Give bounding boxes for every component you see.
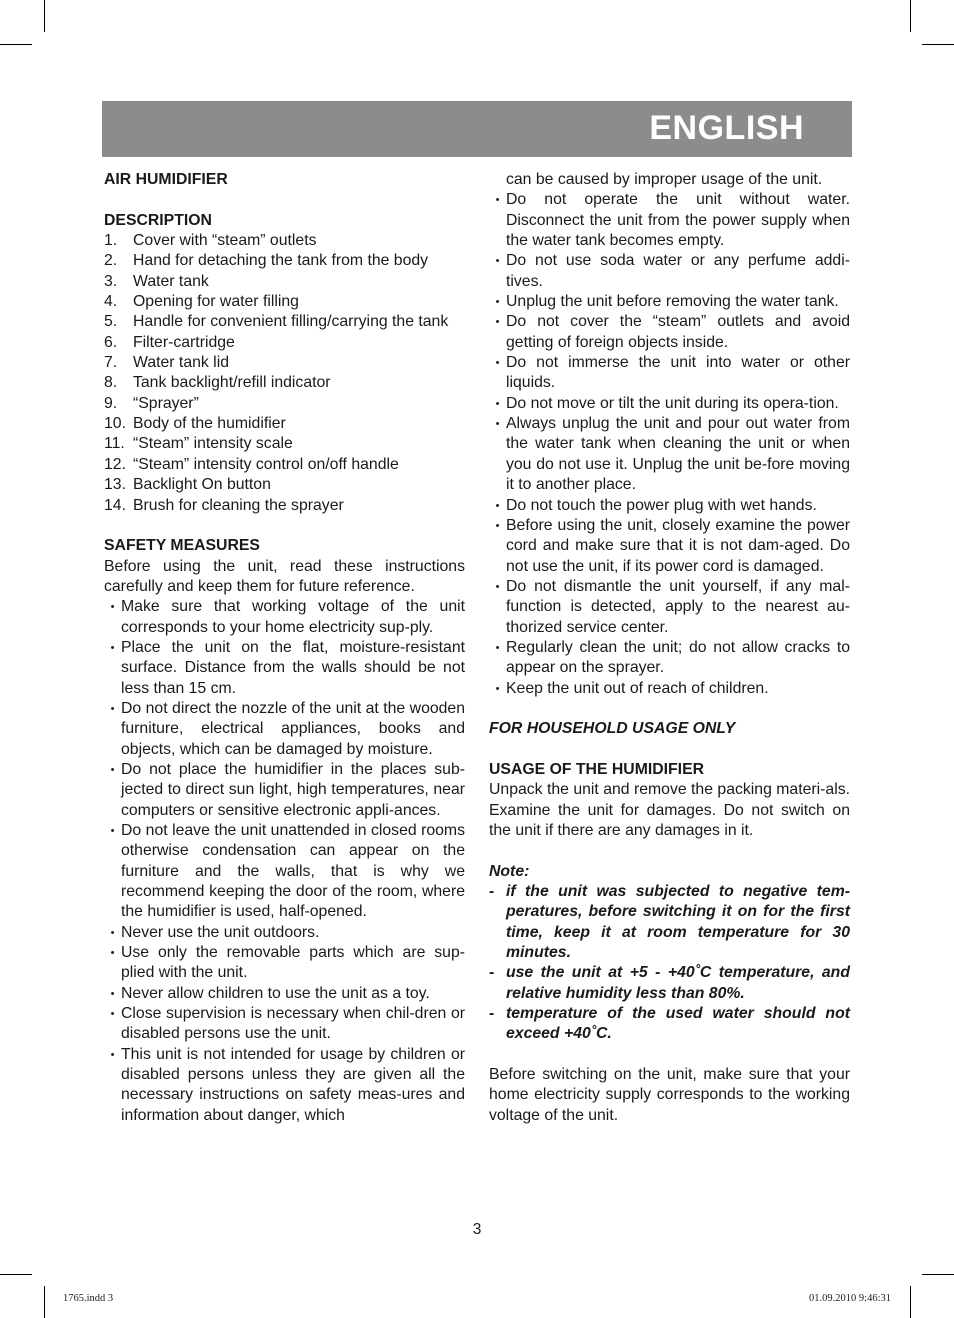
item-text: Cover with “steam” outlets — [133, 232, 317, 250]
language-header-bar — [102, 101, 852, 157]
safety-item — [489, 679, 850, 699]
bullet-icon: • — [495, 519, 500, 532]
description-item — [104, 333, 465, 353]
bullet-icon: • — [495, 641, 500, 654]
safety-item — [104, 1045, 465, 1126]
item-text: Tank backlight/refill indicator — [133, 374, 331, 392]
safety-item-text: Do not operate the unit without water. Disconnect the unit from the power supply when the water tank becomes empty. — [506, 191, 850, 250]
description-item — [104, 272, 465, 292]
item-text: Water tank — [133, 272, 209, 290]
safety-item-text: Always unplug the unit and pour out water from the water tank when cleaning the unit or when you do not use it. Unplug the unit be-fore moving it to another place. — [506, 415, 850, 494]
safety-item-text: Do not use soda water or any perfume addi-tives. — [506, 252, 850, 290]
bullet-icon: • — [495, 316, 500, 329]
safety-item-text: Use only the removable parts which are sup-plied with the unit. — [121, 944, 465, 982]
safety-item — [104, 638, 465, 699]
datetime-slug: 01.09.2010 9:46:31 — [809, 1293, 891, 1304]
safety-item-text: Make sure that working voltage of the unit corresponds to your home electricity sup-ply. — [121, 598, 465, 636]
bullet-icon: • — [495, 357, 500, 370]
item-number: 9. — [104, 394, 118, 412]
right-column — [489, 170, 850, 1126]
safety-item-text: Do not place the humidifier in the places sub-jected to direct sun light, high temperatures, near computers or sensitive electronic appli-ances. — [121, 760, 465, 819]
household-notice: FOR HOUSEHOLD USAGE ONLY — [489, 720, 736, 738]
file-slug: 1765.indd 3 — [63, 1293, 114, 1304]
bullet-icon: • — [110, 763, 115, 776]
note-item-text: use the unit at +5 - +40˚C temperature, and relative humidity less than 80%. — [506, 964, 850, 1002]
bullet-icon: • — [495, 255, 500, 268]
safety-item — [489, 394, 850, 414]
safety-item-text: Do not direct the nozzle of the unit at the wooden furniture, electrical appliances, books and objects, which can be damaged by moisture. — [121, 699, 465, 758]
safety-item-text: Place the unit on the flat, moisture-resistant surface. Distance from the walls should be not less than 15 cm. — [121, 638, 465, 697]
safety-heading: SAFETY MEASURES — [104, 537, 260, 555]
safety-item-text: Never allow children to use the unit as a toy. — [121, 984, 430, 1002]
bullet-icon: • — [110, 702, 115, 715]
item-number: 7. — [104, 354, 118, 372]
item-number: 3. — [104, 272, 118, 290]
item-text: Body of the humidifier — [133, 415, 286, 433]
bullet-icon: • — [495, 296, 500, 309]
safety-item-text: Never use the unit outdoors. — [121, 923, 320, 941]
note-heading: Note: — [489, 862, 530, 880]
note-item-text: temperature of the used water should not exceed +40˚C. — [506, 1005, 850, 1043]
description-item — [104, 292, 465, 312]
bullet-icon: • — [110, 1048, 115, 1061]
safety-item — [104, 760, 465, 821]
safety-item-text: Do not move or tilt the unit during its opera-tion. — [506, 394, 839, 412]
bullet-icon: • — [495, 499, 500, 512]
note-list — [489, 882, 850, 1045]
bullet-icon: • — [495, 418, 500, 431]
usage-text: Unpack the unit and remove the packing materi-als. Examine the unit for damages. Do not switch on the unit if there are any damages in it. — [489, 781, 850, 839]
safety-item — [489, 496, 850, 516]
safety-item-text: Do not cover the “steam” outlets and avoid getting of foreign objects inside. — [506, 313, 850, 351]
crop-mark — [922, 1274, 954, 1275]
item-text: Opening for water filling — [133, 293, 299, 311]
item-number: 13. — [104, 476, 126, 494]
item-text: “Sprayer” — [133, 394, 199, 412]
item-text: “Steam” intensity scale — [133, 435, 293, 453]
page-number: 3 — [472, 1221, 482, 1238]
description-item — [104, 455, 465, 475]
safety-item-text: Keep the unit out of reach of children. — [506, 679, 769, 697]
safety-item — [104, 597, 465, 638]
item-text: Hand for detaching the tank from the body — [133, 252, 429, 270]
safety-item-text: Do not leave the unit unattended in closed rooms otherwise condensation can appear on the furniture and the walls, that is why we recommend keeping the door of the room, where the humidifier is used, half-opened. — [121, 822, 465, 921]
crop-mark — [0, 1274, 32, 1275]
item-text: Backlight On button — [133, 476, 271, 494]
safety-item — [104, 821, 465, 923]
item-number: 4. — [104, 293, 118, 311]
safety-intro: Before using the unit, read these instructions carefully and keep them for future reference. — [104, 557, 465, 595]
safety-item — [489, 292, 850, 312]
item-number: 2. — [104, 252, 118, 270]
safety-item — [489, 312, 850, 353]
description-item — [104, 231, 465, 251]
description-item — [104, 475, 465, 495]
description-item — [104, 394, 465, 414]
crop-mark — [922, 44, 954, 45]
safety-item — [489, 251, 850, 292]
item-number: 8. — [104, 374, 118, 392]
description-item — [104, 312, 465, 332]
safety-item — [489, 577, 850, 638]
bullet-icon: • — [495, 580, 500, 593]
left-column — [104, 170, 465, 1126]
crop-mark — [910, 0, 911, 32]
crop-mark — [910, 1286, 911, 1318]
document-title: AIR HUMIDIFIER — [104, 171, 228, 188]
item-number: 5. — [104, 313, 118, 331]
item-number: 14. — [104, 496, 126, 514]
safety-item-text: Do not touch the power plug with wet hands. — [506, 496, 817, 514]
safety-item — [104, 943, 465, 984]
bullet-icon: • — [495, 682, 500, 695]
bullet-icon: • — [495, 397, 500, 410]
safety-item — [104, 984, 465, 1004]
safety-item-text: Close supervision is necessary when chil-dren or disabled persons use the unit. — [121, 1005, 465, 1043]
safety-item — [104, 1004, 465, 1045]
item-text: Water tank lid — [133, 354, 229, 372]
safety-item — [489, 414, 850, 495]
safety-item — [104, 699, 465, 760]
safety-item — [489, 516, 850, 577]
safety-item-text: This unit is not intended for usage by children or disabled persons unless they are given all the necessary instructions on safety meas-ures and information about danger, which — [121, 1045, 465, 1124]
note-item — [489, 963, 850, 1004]
dash-icon: - — [489, 1005, 495, 1023]
item-number: 12. — [104, 455, 126, 473]
description-item — [104, 373, 465, 393]
description-item — [104, 251, 465, 271]
bullet-icon: • — [110, 947, 115, 960]
description-item — [104, 434, 465, 454]
usage-heading: USAGE OF THE HUMIDIFIER — [489, 760, 705, 778]
item-text: Handle for convenient filling/carrying the tank — [133, 313, 449, 331]
safety-list-continued — [489, 190, 850, 699]
crop-mark — [44, 0, 45, 32]
description-heading: DESCRIPTION — [104, 211, 212, 229]
safety-item — [104, 923, 465, 943]
safety-list — [104, 597, 465, 1126]
dash-icon: - — [489, 883, 495, 901]
note-item — [489, 1004, 850, 1045]
item-number: 6. — [104, 333, 118, 351]
bullet-icon: • — [110, 987, 115, 1000]
item-number: 1. — [104, 232, 118, 250]
crop-mark — [44, 1286, 45, 1318]
bullet-icon: • — [495, 194, 500, 207]
bullet-icon: • — [110, 601, 115, 614]
safety-continuation: can be caused by improper usage of the unit. — [506, 171, 823, 188]
safety-item-text: Do not dismantle the unit yourself, if any mal-function is detected, apply to the nearest au-thorized service center. — [506, 577, 850, 636]
bullet-icon: • — [110, 1008, 115, 1021]
safety-item-text: Regularly clean the unit; do not allow cracks to appear on the sprayer. — [506, 638, 850, 677]
description-item — [104, 414, 465, 434]
item-number: 10. — [104, 415, 126, 433]
safety-item-text: Do not immerse the unit into water or other liquids. — [506, 354, 850, 392]
language-title: ENGLISH — [649, 109, 804, 147]
note-item-text: if the unit was subjected to negative tem-peratures, before switching it on for the first time, keep it at room temperature for 30 minutes. — [506, 883, 850, 962]
item-text: “Steam” intensity control on/off handle — [133, 455, 399, 473]
item-text: Filter-cartridge — [133, 333, 235, 351]
description-list — [104, 231, 465, 516]
bullet-icon: • — [110, 926, 115, 939]
description-item — [104, 496, 465, 516]
closing-text: Before switching on the unit, make sure that your home electricity supply corresponds to the working voltage of the unit. — [489, 1066, 850, 1124]
item-number: 11. — [104, 435, 125, 453]
note-item — [489, 882, 850, 963]
dash-icon: - — [489, 964, 495, 982]
description-item — [104, 353, 465, 373]
crop-mark — [0, 44, 32, 45]
item-text: Brush for cleaning the sprayer — [133, 496, 344, 514]
bullet-icon: • — [110, 641, 115, 654]
bullet-icon: • — [110, 825, 115, 837]
safety-item — [489, 638, 850, 679]
safety-item-text: Unplug the unit before removing the water tank. — [506, 293, 839, 311]
safety-item — [489, 190, 850, 251]
safety-item-text: Before using the unit, closely examine the power cord and make sure that it is not dam-aged. Do not use the unit, if its power cord is damaged. — [506, 516, 850, 575]
safety-item — [489, 353, 850, 394]
